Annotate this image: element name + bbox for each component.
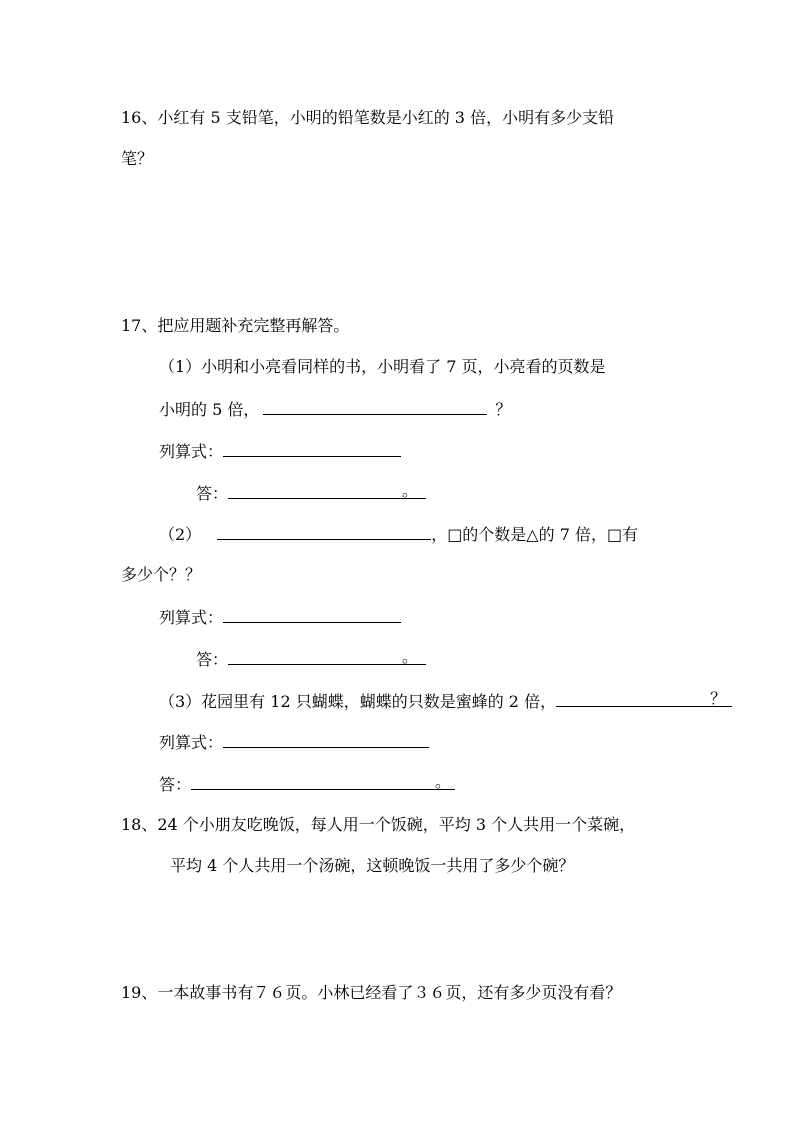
q17-p2-answer-label: 答： xyxy=(196,650,229,669)
q17-p1-question-blank[interactable] xyxy=(263,398,487,415)
q17-p1-formula-blank[interactable] xyxy=(223,440,401,457)
q17-p1-formula-label: 列算式： xyxy=(159,442,224,461)
q17-p2-answer-blank[interactable] xyxy=(228,648,426,665)
q17-p2-formula-blank[interactable] xyxy=(223,606,401,623)
q17-p1-line2 xyxy=(159,398,511,418)
q19-line1: 19、一本故事书有７６页。小林已经看了３６页，还有多少页没有看？ xyxy=(121,983,622,1002)
q17-p2-prefix: （2） xyxy=(159,525,202,544)
q16-line2: 笔？ xyxy=(121,149,154,168)
q18-line2: 平均 4 个人共用一个汤碗，这顿晚饭一共用了多少个碗？ xyxy=(170,856,575,875)
q17-p3-formula-row xyxy=(159,731,429,751)
q17-p3-answer-row xyxy=(159,773,455,793)
q17-p2-answer-end: 。 xyxy=(402,647,419,666)
q17-p2-formula-label: 列算式： xyxy=(159,608,224,627)
q17-p1-formula-row xyxy=(159,440,401,460)
q17-title: 17、把应用题补充完整再解答。 xyxy=(121,316,350,335)
q18-line1: 18、24 个小朋友吃晚饭，每人用一个饭碗，平均 3 个人共用一个菜碗， xyxy=(121,815,636,834)
q17-p3-answer-label: 答： xyxy=(159,775,192,794)
q17-p2-answer-row xyxy=(196,648,426,668)
q17-p3-line1-text: （3）花园里有 12 只蝴蝶，蝴蝶的只数是蜜蜂的 2 倍， xyxy=(159,692,557,711)
q17-p1-answer-row xyxy=(196,482,426,502)
q17-p3-line1 xyxy=(159,690,732,710)
q17-p2-condition-blank[interactable] xyxy=(217,523,431,540)
q17-p2-line1 xyxy=(159,523,638,543)
q17-p3-answer-end: 。 xyxy=(435,772,452,791)
q17-p1-answer-end: 。 xyxy=(402,481,419,500)
q17-p3-formula-blank[interactable] xyxy=(223,731,429,748)
q16-line1: 16、小红有 5 支铅笔，小明的铅笔数是小红的 3 倍，小明有多少支铅 xyxy=(121,108,615,127)
q17-p3-answer-blank[interactable] xyxy=(191,773,455,790)
q17-p1-answer-label: 答： xyxy=(196,484,229,503)
q17-p2-suffix: ，□的个数是△的 7 倍，□有 xyxy=(431,525,639,544)
q17-p3-line1-end: ？ xyxy=(710,689,727,708)
q17-p2-line2: 多少个？？ xyxy=(121,565,202,584)
q17-p1-line2-suffix: ？ xyxy=(495,400,512,419)
q17-p3-formula-label: 列算式： xyxy=(159,733,224,752)
q17-p3-question-blank[interactable] xyxy=(556,690,732,707)
q17-p1-line2-prefix: 小明的 5 倍， xyxy=(159,400,260,419)
q17-p2-formula-row xyxy=(159,606,401,626)
q17-p1-line1: （1）小明和小亮看同样的书，小明看了 7 页，小亮看的页数是 xyxy=(159,357,606,376)
q17-p1-answer-blank[interactable] xyxy=(228,482,426,499)
